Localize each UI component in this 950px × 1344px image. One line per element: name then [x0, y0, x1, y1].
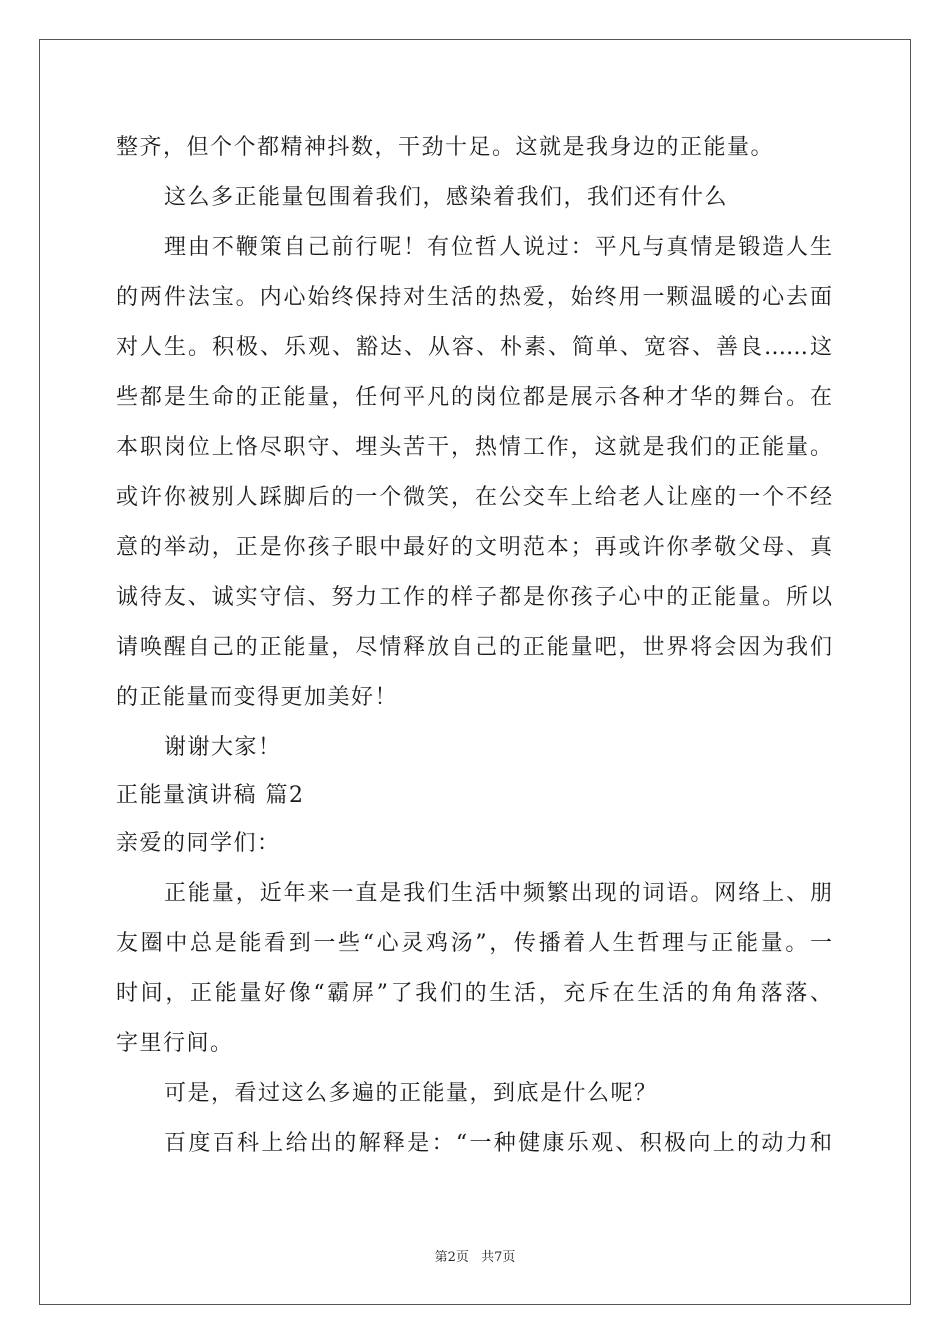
text-line: 的两件法宝。内心始终保持对生活的热爱，始终用一颗温暖的心去面: [116, 285, 832, 310]
text-line: 理由不鞭策自己前行呢！有位哲人说过：平凡与真情是锻造人生: [164, 235, 832, 260]
text-line: 整齐，但个个都精神抖数，干劲十足。这就是我身边的正能量。: [116, 135, 775, 160]
text-line: 百度百科上给出的解释是：“一种健康乐观、积极向上的动力和: [164, 1131, 832, 1156]
text-line: 友圈中总是能看到一些“心灵鸡汤”，传播着人生哲理与正能量。一: [116, 931, 832, 956]
text-line: 些都是生命的正能量，任何平凡的岗位都是展示各种才华的舞台。在: [116, 385, 832, 410]
text-line: 或许你被别人踩脚后的一个微笑，在公交车上给老人让座的一个不经: [116, 485, 832, 510]
page-total: 共7页: [481, 1250, 516, 1265]
closing-line: 谢谢大家！: [164, 735, 282, 760]
section-heading: 正能量演讲稿 篇2: [116, 783, 305, 808]
page-footer: [0, 1246, 950, 1265]
text-line: 请唤醒自己的正能量，尽情释放自己的正能量吧，世界将会因为我们: [116, 635, 832, 660]
text-line: 字里行间。: [116, 1031, 234, 1056]
text-line: 对人生。积极、乐观、豁达、从容、朴素、简单、宽容、善良……这: [116, 335, 832, 360]
text-line: 这么多正能量包围着我们，感染着我们，我们还有什么: [164, 185, 729, 210]
text-line: 可是，看过这么多遍的正能量，到底是什么呢？: [164, 1081, 658, 1106]
text-line: 本职岗位上恪尽职守、埋头苦干，热情工作，这就是我们的正能量。: [116, 435, 832, 460]
text-line: 正能量，近年来一直是我们生活中频繁出现的词语。网络上、朋: [164, 881, 832, 906]
text-line: 的正能量而变得更加美好！: [116, 685, 399, 710]
text-line: 诚待友、诚实守信、努力工作的样子都是你孩子心中的正能量。所以: [116, 585, 832, 610]
page-number: 第2页: [434, 1250, 469, 1265]
text-line: 时间，正能量好像“霸屏”了我们的生活，充斥在生活的角角落落、: [116, 981, 832, 1006]
text-line: 意的举动，正是你孩子眼中最好的文明范本；再或许你孝敬父母、真: [116, 535, 832, 560]
salutation: 亲爱的同学们：: [116, 831, 281, 856]
